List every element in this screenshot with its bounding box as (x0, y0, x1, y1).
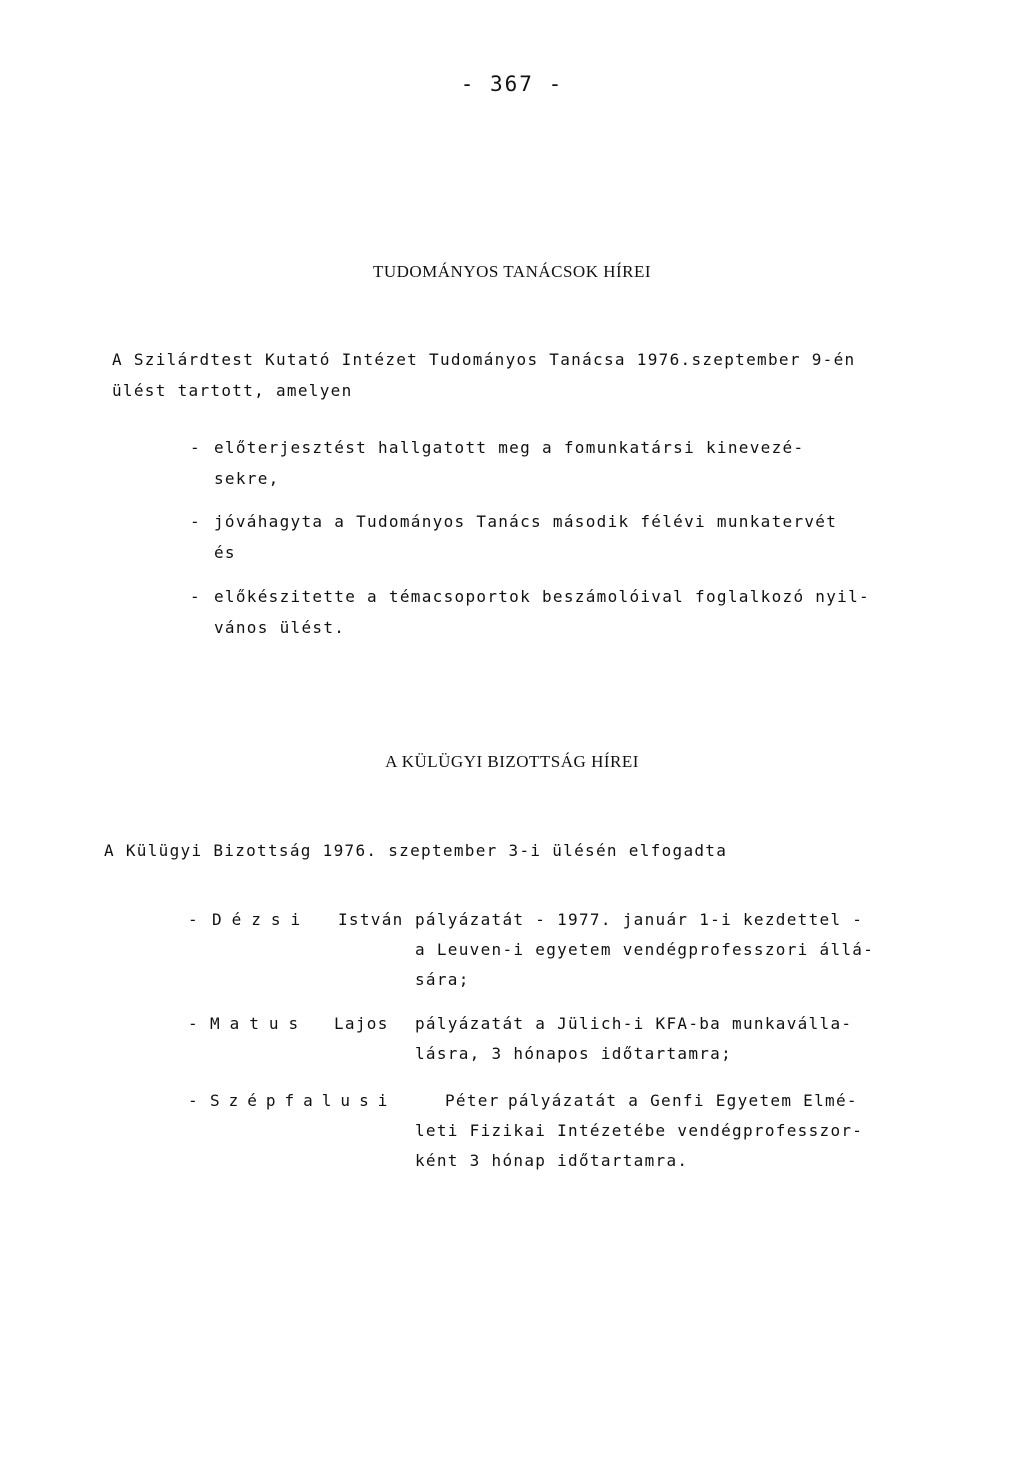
entry-dash: - (188, 1091, 198, 1110)
entry-given-name: Péter (445, 1091, 500, 1110)
entry-text-line: lásra, 3 hónapos időtartamra; (415, 1044, 733, 1063)
list-dash: - (190, 587, 200, 606)
intro-line-1: A Szilárdtest Kutató Intézet Tudományos Tanácsa 1976.szeptember 9-én (112, 350, 856, 369)
entry-surname: Dézsi (212, 910, 311, 929)
entry-surname: Szépfalusi (210, 1091, 397, 1110)
entry-text-line: a Leuven-i egyetem vendégprofesszori állá- (415, 940, 875, 959)
entry-dash: - (188, 1014, 198, 1033)
entry-surname: Matus (210, 1014, 309, 1033)
section-heading-scientific-councils: TUDOMÁNYOS TANÁCSOK HÍREI (372, 262, 652, 281)
entry-text-line: sára; (415, 970, 470, 989)
entry-text-line: leti Fizikai Intézetébe vendégprofesszor- (415, 1121, 864, 1140)
entry-text-line: pályázatát - 1977. január 1-i kezdettel - (415, 910, 864, 929)
entry-text-line: pályázatát a Genfi Egyetem Elmé- (508, 1091, 858, 1110)
list-item-line-1: előkészitette a témacsoportok beszámolóival foglalkozó nyil- (214, 587, 870, 606)
page-number: - 367 - (460, 72, 564, 96)
entry-dash: - (188, 910, 198, 929)
section2-intro: A Külügyi Bizottság 1976. szeptember 3-i ülésén elfogadta (104, 841, 728, 860)
entry-given-name: Lajos (334, 1014, 389, 1033)
list-item-line-2: sekre, (214, 469, 280, 488)
list-dash: - (190, 512, 200, 531)
entry-given-name: István (338, 910, 404, 929)
list-item-line-1: előterjesztést hallgatott meg a fomunkatársi kinevezé- (214, 438, 805, 457)
list-item-line-2: vános ülést. (214, 618, 346, 637)
list-item-line-1: jóváhagyta a Tudományos Tanács második félévi munkatervét (214, 512, 838, 531)
intro-line-2: ülést tartott, amelyen (112, 381, 353, 400)
list-item-line-2: és (214, 543, 236, 562)
entry-text-line: ként 3 hónap időtartamra. (415, 1151, 689, 1170)
entry-text-line: pályázatát a Jülich-i KFA-ba munkavállа- (415, 1014, 853, 1033)
section-heading-foreign-affairs: A KÜLÜGYI BIZOTTSÁG HÍREI (385, 752, 639, 771)
list-dash: - (190, 438, 200, 457)
